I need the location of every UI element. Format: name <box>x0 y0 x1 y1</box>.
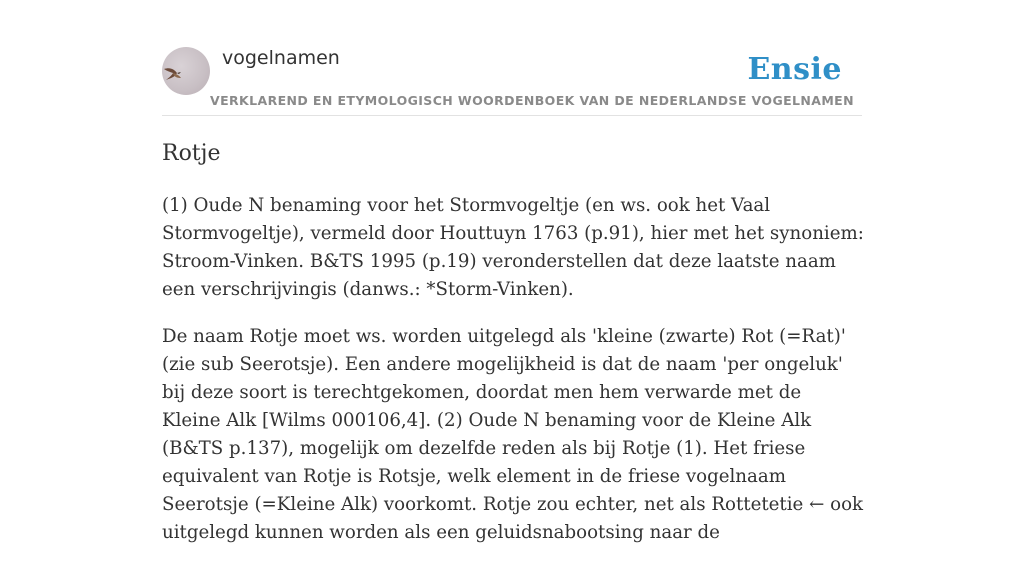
dictionary-avatar[interactable] <box>162 47 210 95</box>
content-container <box>162 0 864 543</box>
site-header <box>162 0 862 116</box>
entry-body <box>162 192 864 566</box>
bird-icon <box>162 47 210 95</box>
dictionary-subtitle: VERKLAREND EN ETYMOLOGISCH WOORDENBOEK VAN DE NEDERLANDSE VOGELNAMEN <box>210 93 854 108</box>
entry-title: Rotje <box>162 141 221 166</box>
entry-paragraph-2: De naam Rotje moet ws. worden uitgelegd als 'kleine (zwarte) Rot (=Rat)' (zie sub Seerotsje). Een andere mogelijkheid is dat de naam 'per ongeluk' bij deze soort is terechtgekomen, doordat men hem verwarde met de Kleine Alk [Wilms 000106,4]. (2) Oude N benaming voor de Kleine Alk (B&TS p.137), mogelijk om dezelfde reden als bij Rotje (1). Het friese equivalent van Rotje is Rotsje, welk element in de friese vogelnaam Seerotsje (=Kleine Alk) voorkomt. Rotje zou echter, net als Rottetetie ← ook uitgelegd kunnen worden als een geluidsnabootsing naar de <box>162 326 864 543</box>
entry-paragraph-1: (1) Oude N benaming voor het Stormvogeltje (en ws. ook het Vaal Stormvogeltje), vermeld door Houttuyn 1763 (p.91), hier met het synoniem: Stroom-Vinken. B&TS 1995 (p.19) veronderstellen dat deze laatste naam een verschrijvingis (danws.: *Storm-Vinken). <box>162 195 864 300</box>
dictionary-name-link[interactable]: vogelnamen <box>222 47 340 69</box>
ensie-logo-link[interactable]: Ensie <box>747 52 842 87</box>
